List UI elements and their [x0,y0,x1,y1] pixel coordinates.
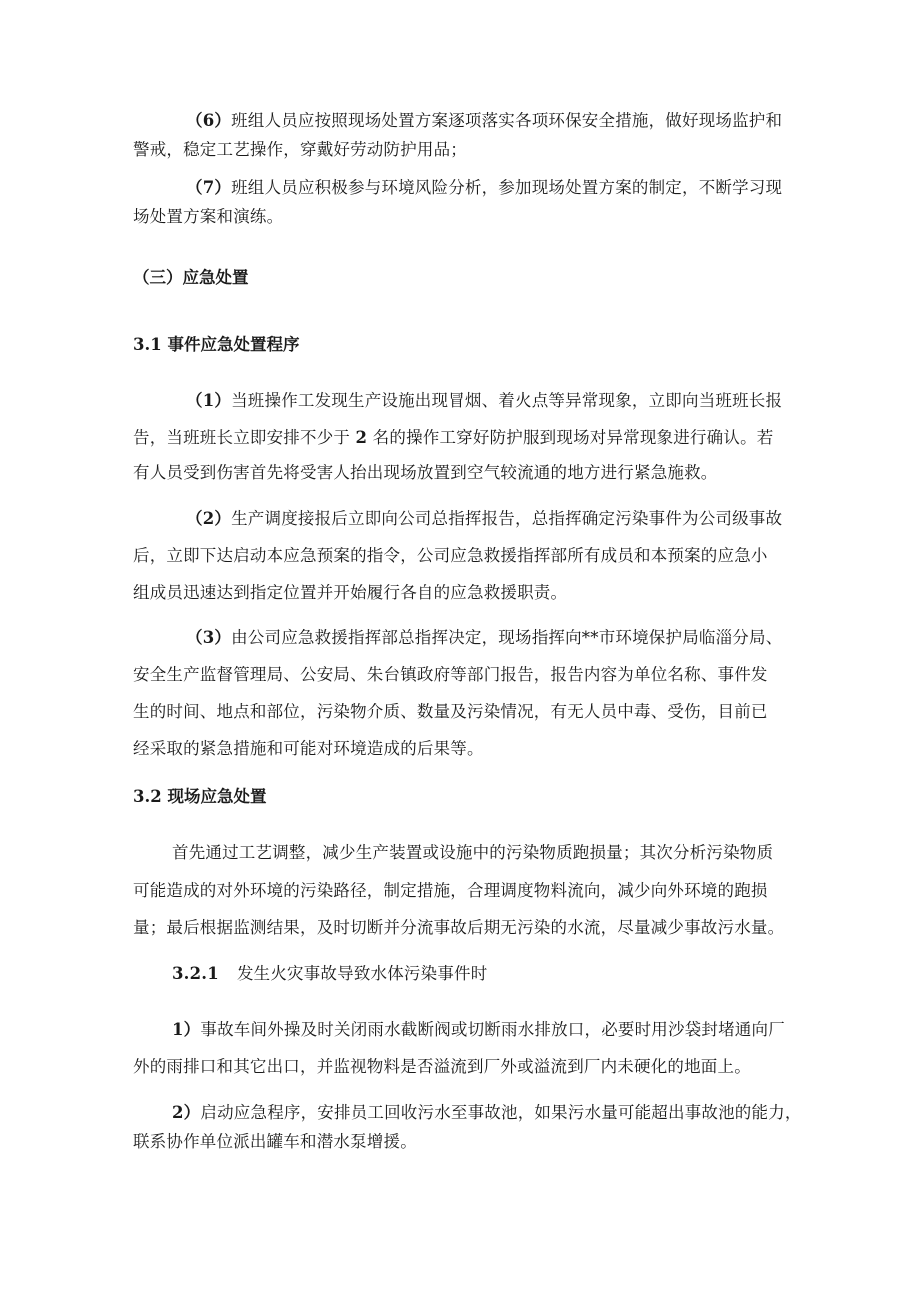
s31-p2-line-1 [186,508,782,530]
s31-p2-number: （2） [186,509,232,528]
s31-p3-text-1: 由公司应急救援指挥部总指挥决定，现场指挥向**市环境保护局临淄分局、 [231,628,783,647]
item-6-line-2: 警戒，稳定工艺操作，穿戴好劳动防护用品； [133,140,467,159]
s31-p2-line-2: 后，立即下达启动本应急预案的指令，公司应急救援指挥部所有成员和本预案的应急小 [133,546,768,565]
s32-intro-line-2: 可能造成的对外环境的污染路径，制定措施，合理调度物料流向，减少向外环境的跑损 [133,881,768,900]
q1-line-1 [172,1019,785,1041]
s321-title: 发生火灾事故导致水体污染事件时 [236,964,488,983]
s321-number: 3.2.1 [172,964,219,983]
s32-intro-line-1: 首先通过工艺调整，减少生产装置或设施中的污染物质跑损量；其次分析污染物质 [172,843,774,862]
s31-p1-line-3: 有人员受到伤害首先将受害人抬出现场放置到空气较流通的地方进行紧急施救。 [133,463,718,482]
q1-line-2: 外的雨排口和其它出口，并监视物料是否溢流到厂外或溢流到厂内未硬化的地面上。 [133,1057,751,1076]
q2-line-1 [172,1102,802,1124]
s31-p1-number: （1） [186,391,232,410]
q1-text-1: 事故车间外操及时关闭雨水截断阀或切断雨水排放口，必要时用沙袋封堵通向厂 [200,1020,785,1039]
q1-number: 1） [172,1020,201,1039]
item-7-number: （7） [186,178,232,197]
item-7-line-1 [186,177,782,199]
section-3-heading: （三）应急处置 [133,268,249,287]
q2-number: 2） [172,1103,201,1122]
q2-text-1: 启动应急程序，安排员工回收污水至事故池，如果污水量可能超出事故池的能力， [200,1103,802,1122]
s32-intro-line-3: 量；最后根据监测结果，及时切断并分流事故后期无污染的水流，尽量减少事故污水量。 [133,918,785,937]
section-3-1-heading: 3.1 事件应急处置程序 [133,335,300,354]
s31-p2-text-1: 生产调度接报后立即向公司总指挥报告，总指挥确定污染事件为公司级事故 [231,509,783,528]
item-6-number: （6） [186,111,232,130]
s31-p2-line-3: 组成员迅速达到指定位置并开始履行各自的应急救援职责。 [133,583,568,602]
item-7-line-2: 场处置方案和演练。 [133,207,284,226]
s31-p3-line-3: 生的时间、地点和部位，污染物介质、数量及污染情况，有无人员中毒、受伤，目前已 [133,702,768,721]
s31-p3-number: （3） [186,628,232,647]
s31-p1-text-2a: 告，当班班长立即安排不少于 [133,428,356,447]
s31-p1-line-1 [186,390,782,412]
s31-p1-text-2b: 名的操作工穿好防护服到现场对异常现象进行确认。若 [367,428,774,447]
s31-p1-line-2 [133,427,773,449]
item-6-text-1: 班组人员应按照现场处置方案逐项落实各项环保安全措施，做好现场监护和 [231,111,783,130]
item-6-line-1 [186,110,782,132]
section-3-2-heading: 3.2 现场应急处置 [133,787,267,806]
s31-p1-text-1: 当班操作工发现生产设施出现冒烟、着火点等异常现象，立即向当班班长报 [231,391,783,410]
section-3-2-1-heading [172,963,487,985]
s31-p3-line-1 [186,627,782,649]
s31-p3-line-2: 安全生产监督管理局、公安局、朱台镇政府等部门报告，报告内容为单位名称、事件发 [133,665,768,684]
s31-p3-line-4: 经采取的紧急措施和可能对环境造成的后果等。 [133,739,484,758]
s31-p1-count: 2 [355,428,368,447]
item-7-text-1: 班组人员应积极参与环境风险分析，参加现场处置方案的制定，不断学习现 [231,178,783,197]
q2-line-2: 联系协作单位派出罐车和潜水泵增援。 [133,1132,417,1151]
